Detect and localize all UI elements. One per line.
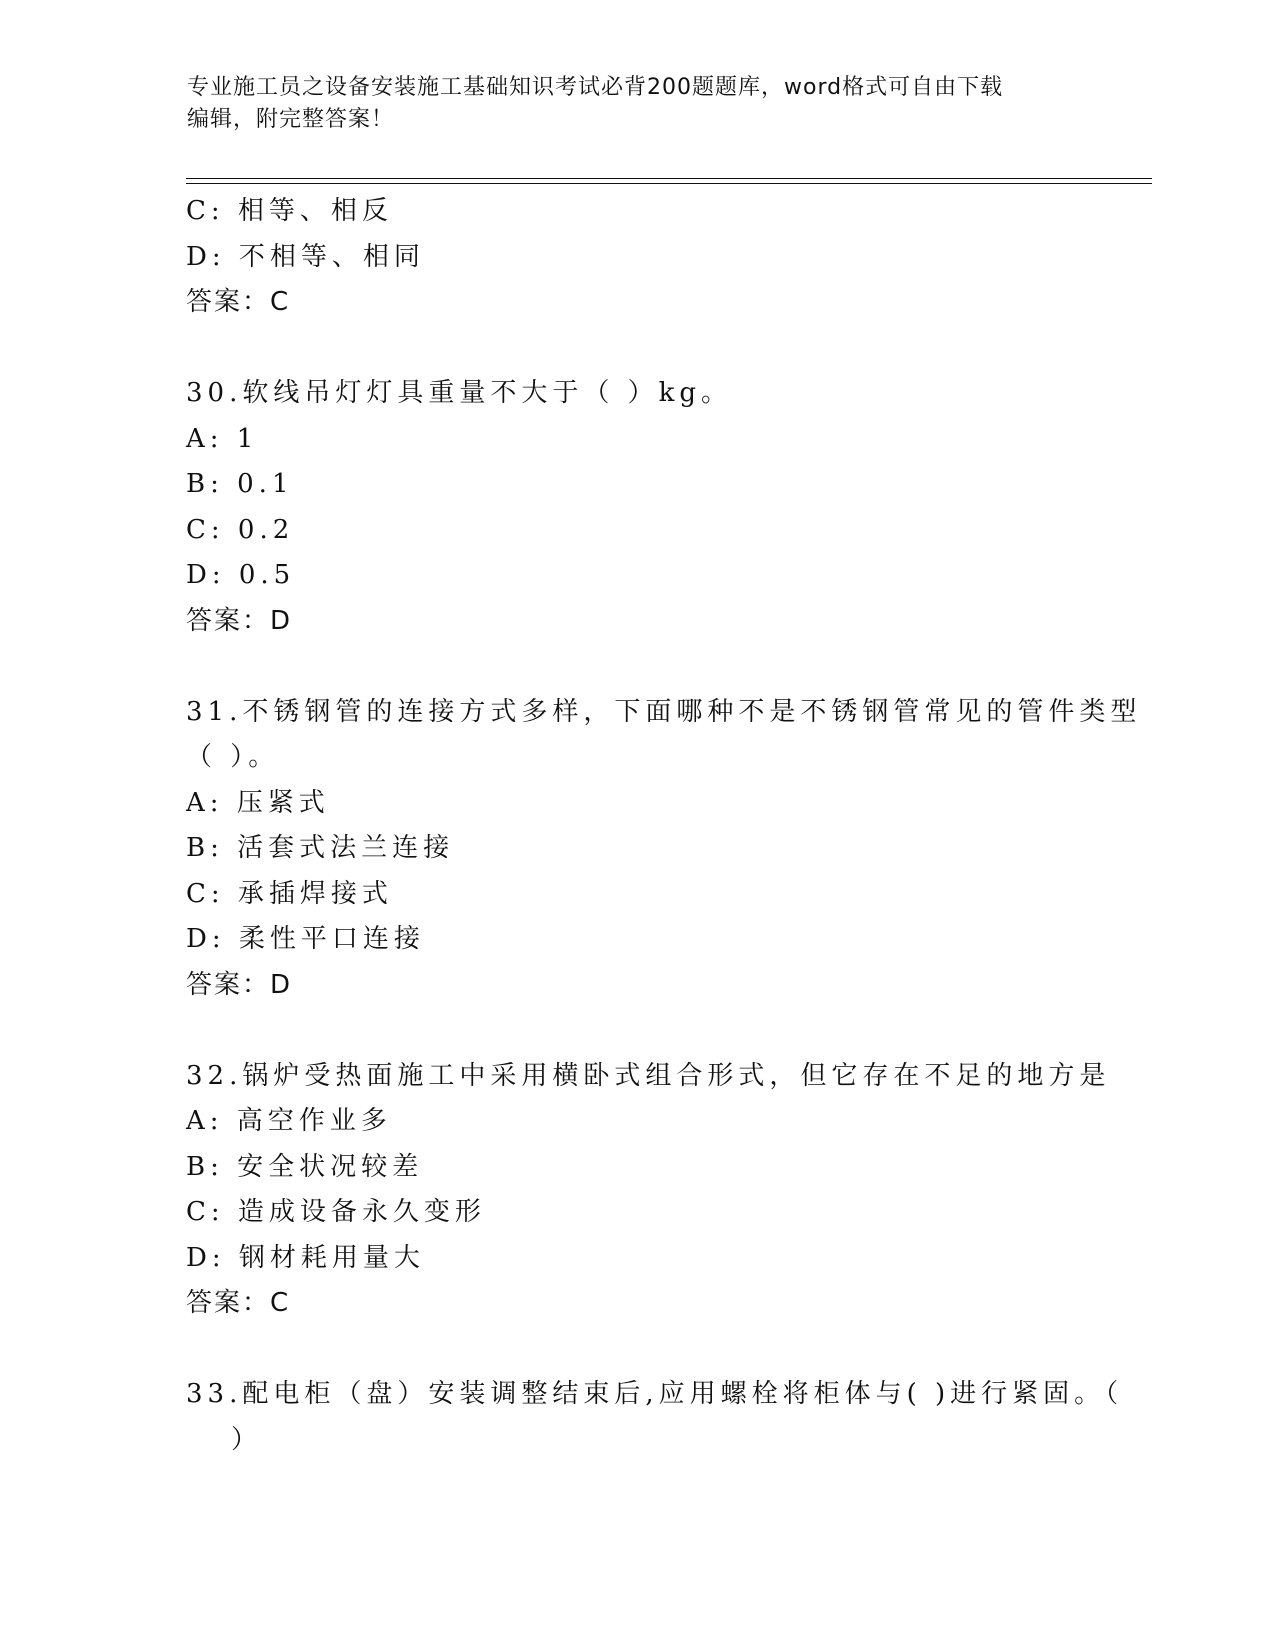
question-text-continued: ） bbox=[231, 1424, 263, 1455]
spacer bbox=[186, 1008, 1086, 1054]
question-text: 32.锅炉受热面施工中采用横卧式组合形式，但它存在不足的地方是 bbox=[186, 1060, 1111, 1091]
option-d: D: 柔性平口连接 bbox=[186, 924, 425, 954]
question-list bbox=[186, 189, 1142, 1463]
option-a: A: 高空作业多 bbox=[186, 1106, 392, 1136]
option-c: C: 0.2 bbox=[186, 514, 295, 545]
option-d: D: 钢材耗用量大 bbox=[186, 1242, 425, 1273]
question-32 bbox=[186, 1054, 1111, 1327]
option-b: B: 安全状况较差 bbox=[186, 1151, 424, 1182]
header-divider-bottom bbox=[186, 183, 1152, 184]
spacer bbox=[186, 644, 1086, 690]
question-30 bbox=[186, 371, 1086, 644]
question-33 bbox=[186, 1372, 1124, 1463]
answer-label: 答案：C bbox=[186, 287, 291, 317]
option-b: B: 活套式法兰连接 bbox=[186, 833, 455, 863]
option-d: D: 不相等、相同 bbox=[186, 241, 425, 272]
question-29-tail bbox=[186, 189, 1086, 326]
document-header bbox=[187, 72, 1087, 136]
spacer bbox=[186, 1327, 1086, 1373]
answer-label: 答案：D bbox=[186, 969, 293, 1000]
question-31 bbox=[186, 690, 1142, 1009]
answer-label: 答案：C bbox=[186, 1288, 291, 1318]
header-divider-top bbox=[186, 178, 1152, 179]
option-d: D: 0.5 bbox=[186, 560, 296, 590]
header-line-1: 专业施工员之设备安装施工基础知识考试必背200题题库，word格式可自由下载 bbox=[187, 75, 1004, 100]
option-a: A: 1 bbox=[186, 423, 259, 454]
spacer bbox=[186, 326, 1086, 372]
question-text: 30.软线吊灯灯具重量不大于（ ）kg。 bbox=[186, 378, 733, 408]
option-c: C: 造成设备永久变形 bbox=[186, 1197, 486, 1227]
question-text: 33.配电柜（盘）安装调整结束后,应用螺栓将柜体与( )进行紧固。（ bbox=[186, 1379, 1124, 1409]
question-text-continued: （ ）。 bbox=[186, 742, 280, 772]
answer-label: 答案：D bbox=[186, 605, 293, 636]
header-line-2: 编辑，附完整答案！ bbox=[187, 107, 395, 132]
option-a: A: 压紧式 bbox=[186, 787, 330, 818]
question-text: 31.不锈钢管的连接方式多样，下面哪种不是不锈钢管常见的管件类型 bbox=[186, 696, 1142, 727]
option-b: B: 0.1 bbox=[186, 469, 294, 499]
option-c: C: 承插焊接式 bbox=[186, 878, 393, 909]
option-c: C: 相等、相反 bbox=[186, 196, 393, 226]
